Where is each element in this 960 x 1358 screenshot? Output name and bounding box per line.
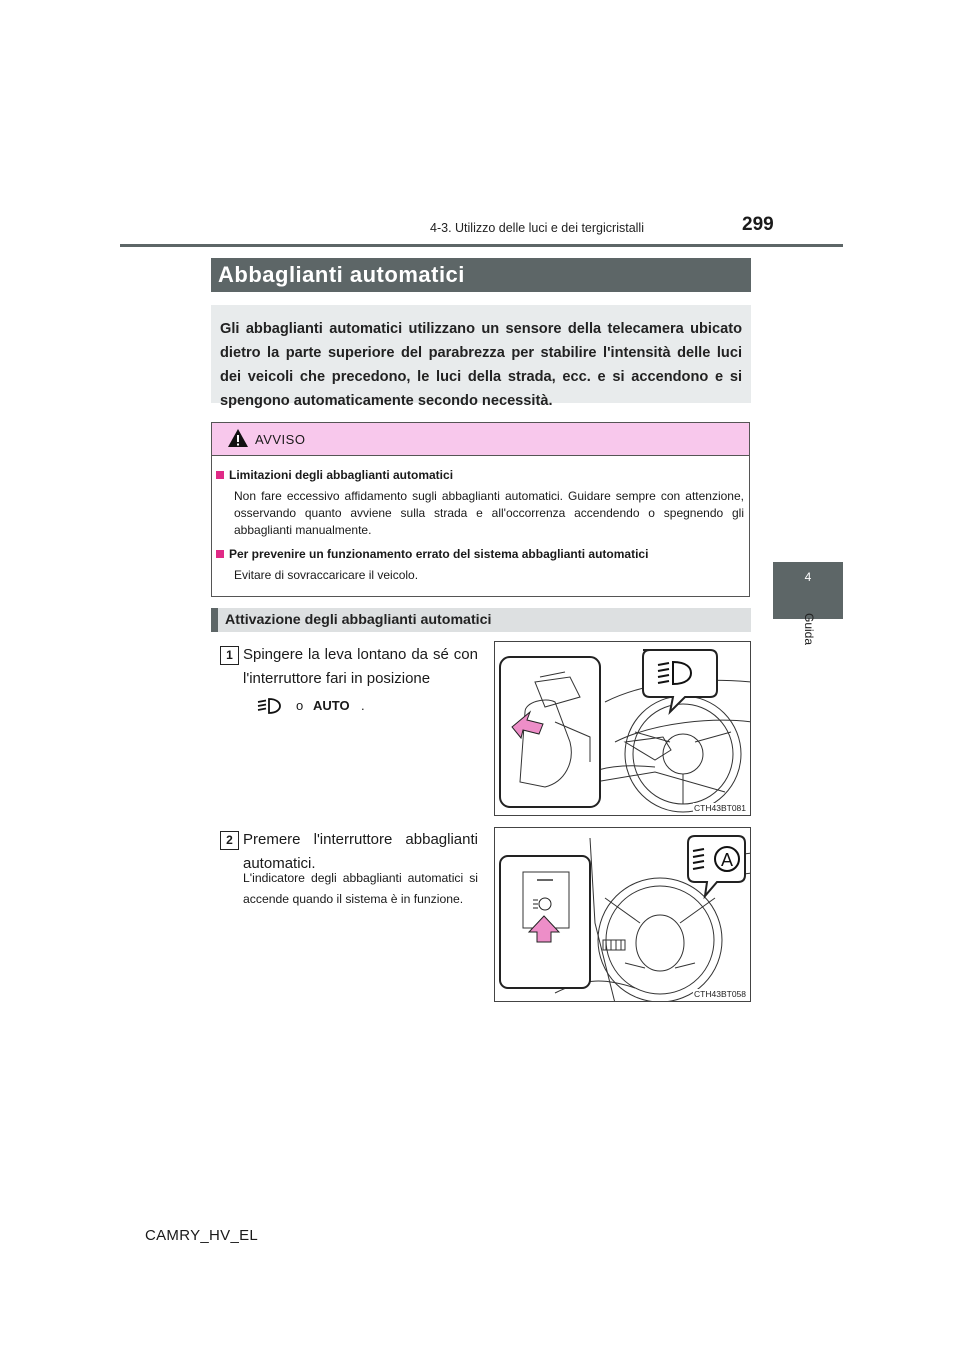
headlight-symbols bbox=[257, 697, 397, 717]
section-accent bbox=[211, 608, 218, 632]
warning-item-heading: Limitazioni degli abbaglianti automatici bbox=[229, 468, 454, 482]
warning-item-body: Non fare eccessivo affidamento sugli abbaglianti automatici. Guidare sempre con attenzione, osservando quanto avviene sulla strada e all'occorrenza accendendo o spegnendo gli abbaglianti manualmente. bbox=[234, 489, 744, 537]
auto-high-beam-switch-illustration bbox=[495, 828, 751, 1002]
warning-item-body: Evitare di sovraccaricare il veicolo. bbox=[234, 568, 419, 582]
warning-box bbox=[211, 422, 750, 597]
step-note: L'indicatore degli abbaglianti automatici si accende quando il sistema è in funzione. bbox=[243, 871, 478, 906]
footer-model-code: CAMRY_HV_EL bbox=[145, 1227, 259, 1244]
figure-indicator-letter: A bbox=[720, 850, 734, 870]
chapter-label: Guida bbox=[802, 613, 816, 646]
page-title: Abbaglianti automatici bbox=[218, 262, 465, 287]
header-rule bbox=[120, 244, 843, 247]
bullet-square-icon bbox=[216, 550, 224, 558]
section-title: Attivazione degli abbaglianti automatici bbox=[225, 612, 492, 628]
step-text: Premere l'interruttore abbaglianti automatici. bbox=[243, 831, 478, 872]
step-text: Spingere la leva lontano da sé con l'interruttore fari in posizione bbox=[243, 646, 478, 687]
intro-text: Gli abbaglianti automatici utilizzano un sensore della telecamera ubicato dietro la parte superiore del parabrezza per stabilire l'intensità delle luci dei veicoli che precedono, le luci della strada, ecc. e si accendono e si spengono automaticamente secondo necessità. bbox=[220, 321, 742, 409]
section-header bbox=[211, 608, 751, 632]
chapter-number: 4 bbox=[804, 570, 812, 584]
warning-header bbox=[212, 423, 749, 456]
figure-code: CTH43BT058 bbox=[694, 989, 746, 999]
low-beam-headlight-icon bbox=[257, 697, 283, 715]
warning-item bbox=[216, 546, 744, 584]
warning-label: AVVISO bbox=[255, 432, 306, 447]
page-number: 299 bbox=[742, 214, 774, 235]
figure-headlight-lever bbox=[494, 641, 751, 816]
running-header-title: 4-3. Utilizzo delle luci e dei tergicristalli bbox=[430, 221, 644, 235]
figure-auto-high-beam-switch bbox=[494, 827, 751, 1002]
symbol-end: . bbox=[361, 698, 365, 713]
step-number: 2 bbox=[220, 831, 239, 850]
auto-symbol: AUTO bbox=[313, 698, 350, 713]
figure-code: CTH43BT081 bbox=[694, 803, 746, 813]
warning-triangle-icon bbox=[227, 428, 249, 448]
symbol-or: o bbox=[296, 698, 304, 713]
page-title-bar bbox=[211, 258, 751, 292]
chapter-tab bbox=[773, 562, 843, 619]
warning-item bbox=[216, 467, 744, 539]
bullet-square-icon bbox=[216, 471, 224, 479]
warning-item-heading: Per prevenire un funzionamento errato del sistema abbaglianti automatici bbox=[229, 547, 649, 561]
step-number: 1 bbox=[220, 646, 239, 665]
intro-box bbox=[211, 305, 751, 409]
headlight-lever-illustration bbox=[495, 642, 751, 816]
